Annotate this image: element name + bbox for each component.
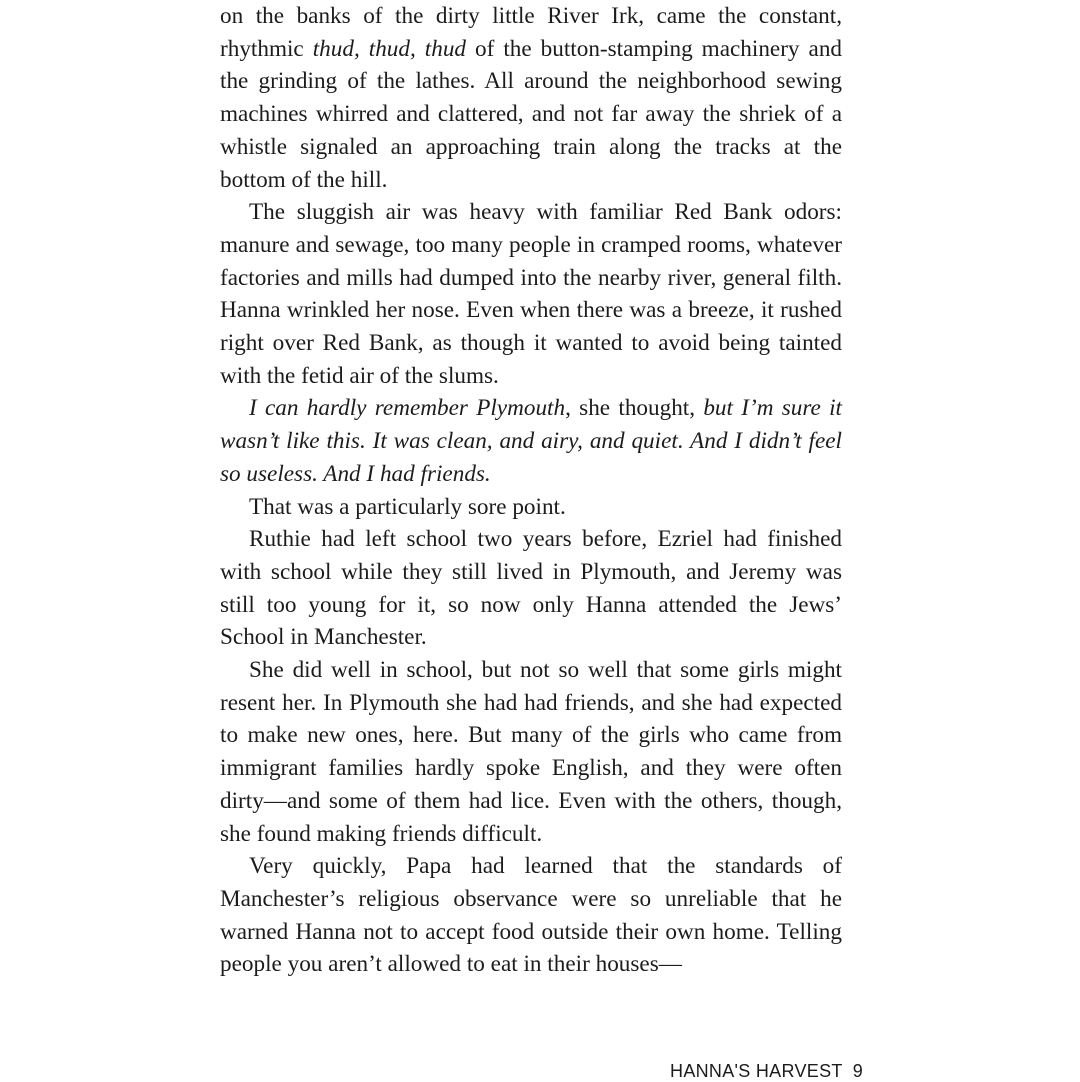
text-run: on the banks of the dirty little River Irk, came the constant, rhythmic (220, 3, 842, 62)
italic-text-run: I can hardly remember Plymouth (249, 395, 566, 422)
book-title: HANNA'S HARVEST (670, 1061, 843, 1081)
text-run: Very quickly, Papa had learned that the standards of Manchester’s religious observance were so unreliable that he warned Hanna not to accept food outside their own home. Telling people you aren’t allowed to eat in their houses— (220, 853, 842, 978)
paragraph (220, 491, 842, 524)
text-run: , she thought, (565, 395, 704, 422)
italic-text-run: but I’m sure it wasn’t like this. It was clean, and airy, and quiet. And I didn’t feel so useless. And I had friends. (220, 395, 842, 487)
paragraph (220, 523, 842, 654)
paragraph (220, 196, 842, 392)
italic-text-run: thud, thud, thud (312, 35, 467, 62)
paragraph (220, 0, 842, 196)
text-run: The sluggish air was heavy with familiar Red Bank odors: manure and sewage, too many people in cramped rooms, whatever factories and mills had dumped into the nearby river, general filth. Hanna wrinkled her nose. Even when there was a breeze, it rushed right over Red Bank, as though it wanted to avoid being tainted with the fetid air of the slums. (220, 199, 842, 389)
paragraph (220, 392, 842, 490)
paragraph (220, 850, 842, 981)
text-run: She did well in school, but not so well that some girls might resent her. In Plymouth she had had friends, and she had expected to make new ones, here. But many of the girls who came from immigrant families hardly spoke English, and they were often dirty—and some of them had lice. Even with the others, though, she found making friends difficult. (220, 657, 842, 847)
text-run: That was a particularly sore point. (249, 493, 566, 520)
paragraph (220, 654, 842, 850)
running-footer (670, 1060, 863, 1082)
body-text (220, 0, 842, 981)
text-run: of the button-stamping machinery and the grinding of the lathes. All around the neighborhood sewing machines whirred and clattered, and not far away the shriek of a whistle signaled an approaching train along the tracks at the bottom of the hill. (220, 35, 843, 193)
text-run: Ruthie had left school two years before, Ezriel had finished with school while they still lived in Plymouth, and Jeremy was still too young for it, so now only Hanna attended the Jews’ School in Manchester. (220, 526, 842, 651)
page-number: 9 (852, 1061, 863, 1081)
